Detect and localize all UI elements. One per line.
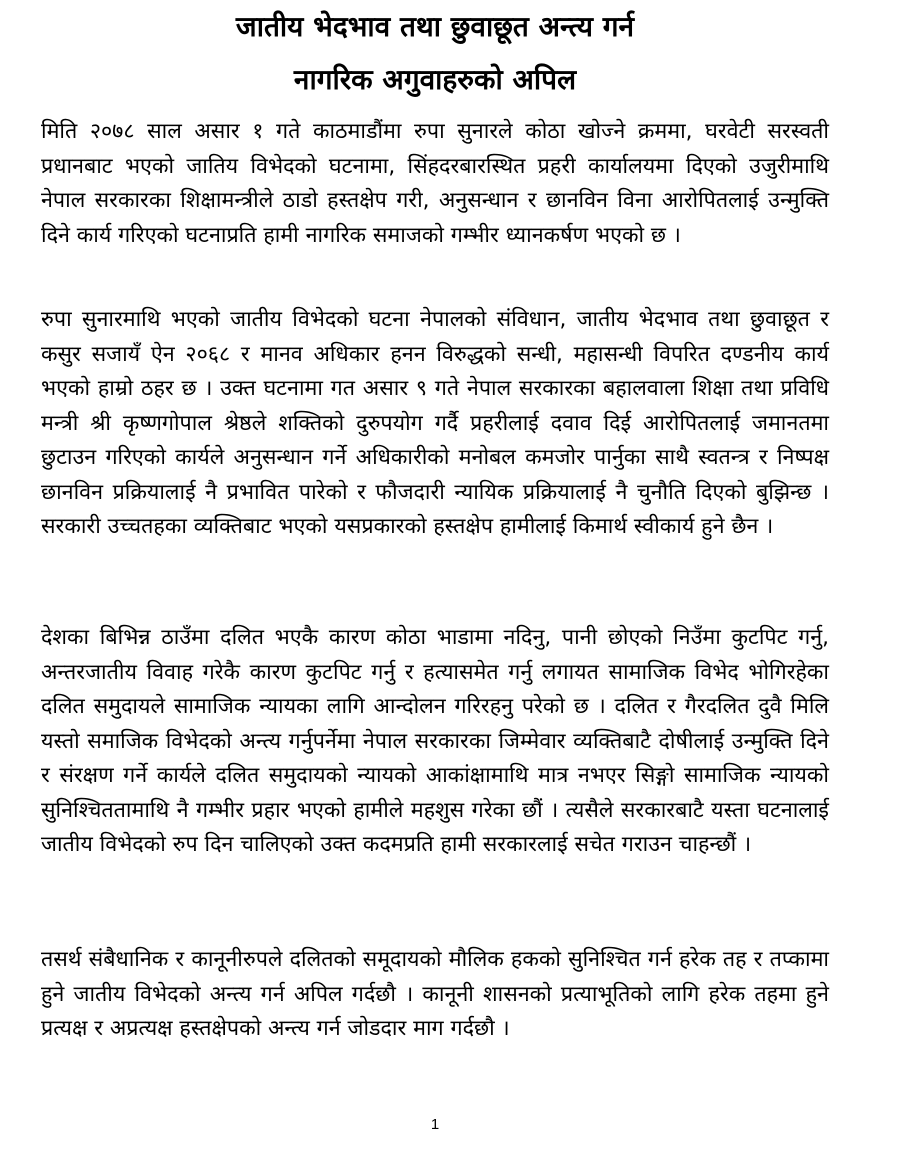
paragraph-3: देशका बिभिन्न ठाउँमा दलित भएकै कारण कोठा भाडामा नदिनु, पानी छोएको निउँमा कुटपिट गर्नु, अन्तरजातीय विवाह गरेकै कारण कुटपिट गर्नु र हत्यासमेत गर्नु लगायत सामाजिक विभेद भोगिरहेका दलित समुदायले सामाजिक न्यायका लागि आन्दोलन गरिरहनु परेको छ । दलित र गैरदलित दुवै मिलि यस्तो समाजिक विभेदको अन्त्य गर्नुपर्नेमा नेपाल सरकारका जिम्मेवार व्यक्तिबाटै दोषीलाई उन्मुक्ति दिने र संरक्षण गर्ने कार्यले दलित समुदायको न्यायको आकांक्षामाथि मात्र नभएर सिङ्गो सामाजिक न्यायको सुनिश्चिततामाथि नै गम्भीर प्रहार भएको हामीले महशुस गरेका छौं । त्यसैले सरकारबाटै यस्ता घटनालाई जातीय विभेदको रुप दिन चालिएको उक्त कदमप्रति हामी सरकारलाई सचेत गराउन चाहन्छौं । (41, 625, 829, 857)
page-number: 1 (430, 1116, 440, 1133)
document-title-line-1: जातीय भेदभाव तथा छुवाछूत अन्त्य गर्न (235, 10, 635, 43)
paragraph-2: रुपा सुनारमाथि भएको जातीय विभेदको घटना नेपालको संविधान, जातीय भेदभाव तथा छुवाछूत र कसुर सजायँ ऐन २०६८ र मानव अधिकार हनन विरुद्धको सन्धी, महासन्धी विपरित दण्डनीय कार्य भएको हाम्रो ठहर छ । उक्त घटनामा गत असार ९ गते नेपाल सरकारका बहालवाला शिक्षा तथा प्रविधि मन्त्री श्री कृष्णगोपाल श्रेष्ठले शक्तिको दुरुपयोग गर्दै प्रहरीलाई दवाव दिई आरोपितलाई जमानतमा छुटाउन गरिएको कार्यले अनुसन्धान गर्ने अधिकारीको मनोबल कमजोर पार्नुका साथै स्वतन्त्र र निष्पक्ष छानविन प्रक्रियालाई नै प्रभावित पारेको र फौजदारी न्यायिक प्रक्रियालाई नै चुनौति दिएको बुझिन्छ । सरकारी उच्चतहका व्यक्तिबाट भएको यसप्रकारको हस्तक्षेप हामीलाई किमार्थ स्वीकार्य हुने छैन । (41, 307, 829, 539)
paragraph-4: तसर्थ संबैधानिक र कानूनीरुपले दलितको समूदायको मौलिक हकको सुनिश्चित गर्न हरेक तह र तप्कामा हुने जातीय विभेदको अन्त्य गर्न अपिल गर्दछौ । कानूनी शासनको प्रत्याभूतिको लागि हरेक तहमा हुने प्रत्यक्ष र अप्रत्यक्ष हस्तक्षेपको अन्त्य गर्न जोडदार माग गर्दछौ । (41, 947, 829, 1041)
document-title-line-2: नागरिक अगुवाहरुको अपिल (293, 63, 577, 96)
paragraph-1: मिति २०७८ साल असार १ गते काठमाडौंमा रुपा सुनारले कोठा खोज्ने क्रममा, घरवेटी सरस्वती प्रधानबाट भएको जातिय विभेदको घटनामा, सिंहदरबारस्थित प्रहरी कार्यालयमा दिएको उजुरीमाथि नेपाल सरकारका शिक्षामन्त्रीले ठाडो हस्तक्षेप गरी, अनुसन्धान र छानविन विना आरोपितलाई उन्मुक्ति दिने कार्य गरिएको घटनाप्रति हामी नागरिक समाजको गम्भीर ध्यानकर्षण भएको छ । (41, 119, 829, 248)
